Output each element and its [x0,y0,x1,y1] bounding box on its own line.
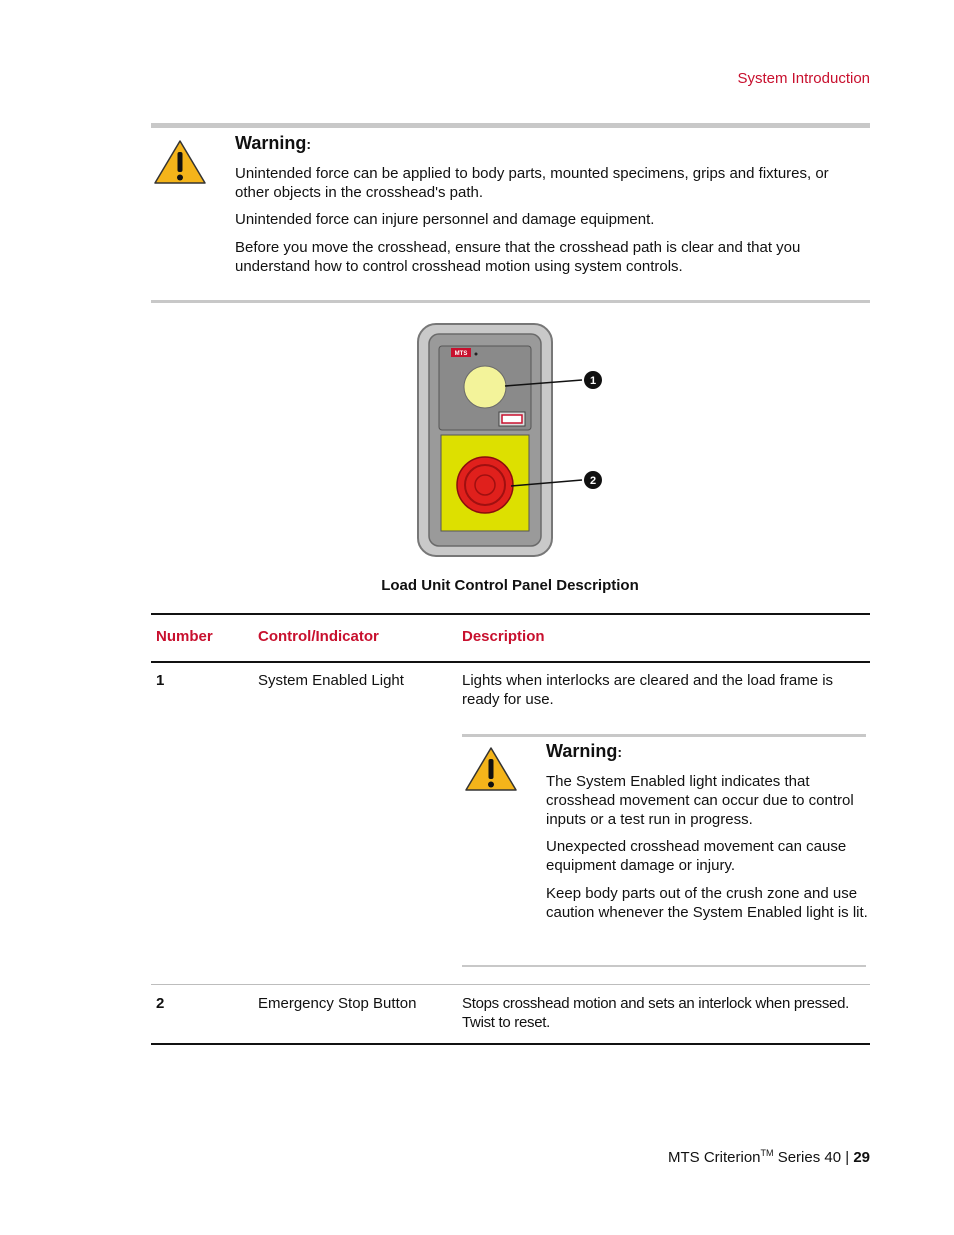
page-footer [668,1148,870,1166]
row-number: 1 [156,672,165,689]
nested-warning-title: Warning: [546,741,622,761]
footer-product: MTS Criterion [668,1149,761,1166]
row-description: Stops crosshead motion and sets an interlock when pressed. Twist to reset. [462,995,849,1031]
nested-warning-paragraph: Keep body parts out of the crush zone and use caution whenever the System Enabled light is lit. [546,885,868,921]
system-enabled-light [464,366,506,408]
column-header-number: Number [156,628,213,645]
warning-top-rule [151,123,870,128]
table-bottom-rule [151,1043,870,1045]
row-separator [151,984,870,985]
page-number: 29 [853,1149,870,1166]
section-header: System Introduction [737,70,870,87]
row-control: Emergency Stop Button [258,995,417,1012]
warning-icon [152,138,208,186]
warning-title: Warning: [235,133,311,153]
footer-trademark: TM [760,1148,774,1158]
nested-warning-paragraph: The System Enabled light indicates that crosshead movement can occur due to control inputs or a test run in progress. [546,773,854,828]
footer-series: Series 40 | [773,1149,854,1166]
row-control: System Enabled Light [258,672,404,689]
nested-warning-bottom-rule [462,965,866,967]
header-rule [151,661,870,663]
control-panel-figure [415,322,610,560]
nested-warning-top-rule [462,734,866,737]
warning-paragraph: Unintended force can injure personnel and damage equipment. [235,211,655,228]
figure-caption: Load Unit Control Panel Description [381,577,639,594]
callout-2: 2 [589,475,597,487]
column-header-description: Description [462,628,545,645]
column-header-control: Control/Indicator [258,628,379,645]
row-number: 2 [156,995,165,1012]
warning-icon [463,745,519,793]
warning-paragraph: Unintended force can be applied to body parts, mounted specimens, grips and fixtures, or other objects in the crosshead's path. [235,165,829,201]
warning-paragraph: Before you move the crosshead, ensure that the crosshead path is clear and that you understand how to control crosshead motion using system controls. [235,239,801,275]
callout-1: 1 [589,375,597,387]
table-top-rule [151,613,870,615]
nested-warning-paragraph: Unexpected crosshead movement can cause equipment damage or injury. [546,838,847,874]
mts-logo-text: MTS [454,351,468,357]
row-description: Lights when interlocks are cleared and the load frame is ready for use. [462,672,834,708]
warning-bottom-rule [151,300,870,303]
